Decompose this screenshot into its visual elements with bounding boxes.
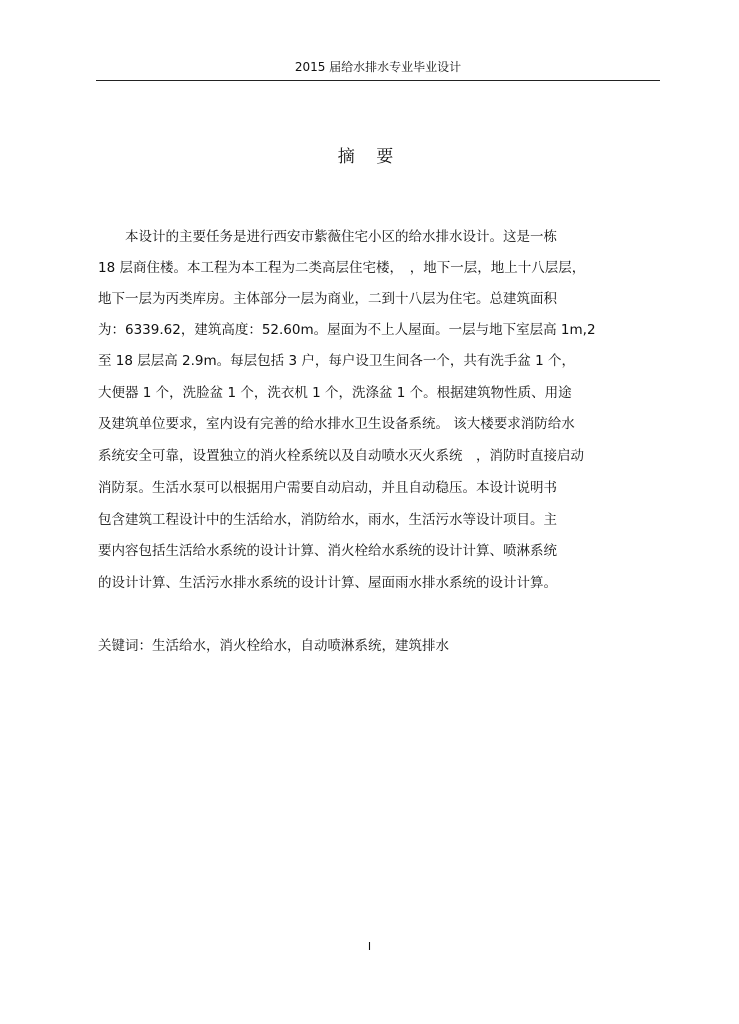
abstract-title: 摘 要: [337, 147, 402, 167]
abstract-line: 包含建筑工程设计中的生活给水，消防给水，雨水，生活污水等设计项目。主: [98, 512, 557, 528]
abstract-line: 地下一层为丙类库房。主体部分一层为商业，二到十八层为住宅。总建筑面积: [98, 291, 557, 307]
abstract-line: 大便器 1 个，洗脸盆 1 个，洗衣机 1 个，洗涤盆 1 个。根据建筑物性质、用途: [98, 385, 572, 401]
abstract-line: 至 18 层层高 2.9m。每层包括 3 户，每户设卫生间各一个，共有洗手盆 1 个，: [98, 353, 576, 369]
page-header-text: 2015 届给水排水专业毕业设计: [294, 60, 462, 74]
abstract-line: 的设计计算、生活污水排水系统的设计计算、屋面雨水排水系统的设计计算。: [98, 575, 557, 591]
abstract-line: 及建筑单位要求，室内设有完善的给水排水卫生设备系统。 该大楼要求消防给水: [98, 416, 575, 432]
page-number: I: [367, 940, 372, 953]
abstract-line: 本设计的主要任务是进行西安市紫薇住宅小区的给水排水设计。这是一栋: [98, 229, 557, 245]
abstract-line: 要内容包括生活给水系统的设计计算、消火栓给水系统的设计计算、喷淋系统: [98, 543, 557, 559]
abstract-line: 18 层商住楼。本工程为本工程为二类高层住宅楼， ，地下一层，地上十八层层，: [98, 260, 586, 276]
keywords: 关键词：生活给水，消火栓给水，自动喷淋系统，建筑排水: [98, 638, 449, 654]
page-header: [96, 60, 660, 81]
abstract-line: 消防泵。生活水泵可以根据用户需要自动启动，并且自动稳压。本设计说明书: [98, 480, 557, 496]
abstract-line: 为：6339.62，建筑高度：52.60m。屋面为不上人屋面。一层与地下室层高 1m,2: [98, 322, 596, 338]
abstract-line: 系统安全可靠，设置独立的消火栓系统以及自动喷水灭火系统 ，消防时直接启动: [98, 448, 584, 464]
